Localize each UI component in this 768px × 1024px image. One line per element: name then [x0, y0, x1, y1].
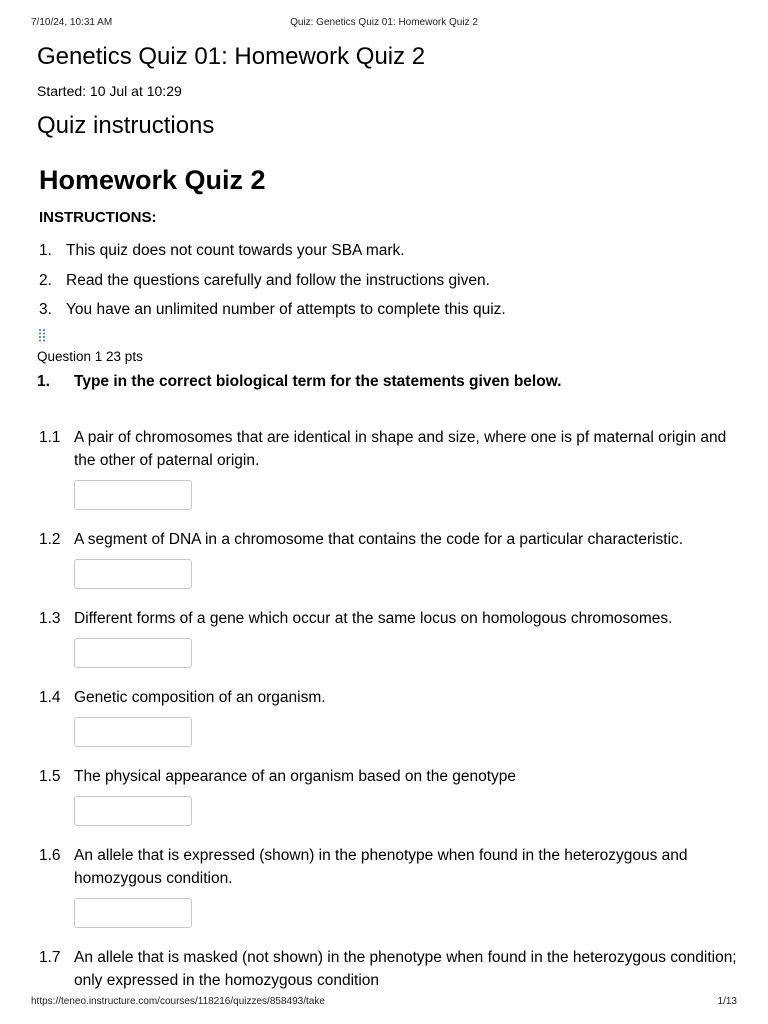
homework-title: Homework Quiz 2 [39, 165, 266, 195]
instruction-item [39, 272, 737, 290]
sub-question-text: Genetic composition of an organism. [74, 688, 326, 706]
print-page-title: Quiz: Genetics Quiz 01: Homework Quiz 2 [290, 17, 478, 28]
question-prompt [37, 372, 737, 392]
sub-question-text: The physical appearance of an organism based on the genotype [74, 767, 517, 785]
sub-question [37, 607, 737, 668]
print-header [31, 17, 737, 31]
sub-question [37, 686, 737, 747]
sub-question-list [37, 426, 737, 992]
question-number: 1. [37, 372, 50, 390]
sub-question-number: 1.2 [39, 530, 61, 548]
sub-question-text: An allele that is masked (not shown) in the phenotype when found in the heterozygous condition; only expressed in the homozygous condition [74, 948, 737, 989]
quiz-instructions-heading: Quiz instructions [37, 112, 215, 139]
drag-handle-icon[interactable] [38, 328, 48, 344]
sub-question-number: 1.1 [39, 428, 61, 446]
instruction-item [39, 242, 737, 260]
sub-question-text: Different forms of a gene which occur at the same locus on homologous chromosomes. [74, 609, 673, 627]
sub-question-number: 1.6 [39, 846, 61, 864]
print-url: https://teneo.instructure.com/courses/118216/quizzes/858493/take [31, 996, 325, 1007]
question-prompt-text: Type in the correct biological term for the statements given below. [74, 372, 562, 390]
print-page-number: 1/13 [717, 996, 737, 1007]
instruction-text: This quiz does not count towards your SBA mark. [66, 242, 405, 259]
sub-question-text: An allele that is expressed (shown) in the phenotype when found in the heterozygous and homozygous condition. [74, 846, 688, 887]
instruction-item [39, 301, 737, 319]
print-footer [31, 996, 737, 1010]
instruction-number: 3. [39, 301, 52, 318]
sub-question [37, 946, 737, 992]
answer-input-1-1[interactable] [74, 480, 192, 510]
instructions-label: INSTRUCTIONS: [39, 209, 157, 226]
sub-question [37, 528, 737, 589]
print-datetime: 7/10/24, 10:31 AM [31, 17, 113, 28]
instructions-list [39, 242, 737, 319]
answer-input-1-5[interactable] [74, 796, 192, 826]
sub-question [37, 426, 737, 510]
instruction-text: You have an unlimited number of attempts to complete this quiz. [66, 301, 506, 318]
sub-question-number: 1.4 [39, 688, 61, 706]
sub-question [37, 844, 737, 928]
question-meta: Question 1 23 pts [37, 348, 143, 364]
sub-question [37, 765, 737, 826]
sub-question-number: 1.7 [39, 948, 61, 966]
sub-question-number: 1.3 [39, 609, 61, 627]
quiz-content [37, 42, 737, 1010]
instruction-number: 2. [39, 271, 52, 289]
instruction-text: Read the questions carefully and follow the instructions given. [66, 271, 490, 289]
sub-question-text: A segment of DNA in a chromosome that contains the code for a particular characteristic. [74, 530, 684, 548]
sub-question-number: 1.5 [39, 767, 61, 785]
instruction-number: 1. [39, 242, 52, 259]
started-timestamp: Started: 10 Jul at 10:29 [37, 83, 182, 99]
page-title: Genetics Quiz 01: Homework Quiz 2 [37, 43, 426, 70]
answer-input-1-2[interactable] [74, 559, 192, 589]
answer-input-1-4[interactable] [74, 717, 192, 747]
answer-input-1-6[interactable] [74, 898, 192, 928]
answer-input-1-3[interactable] [74, 638, 192, 668]
sub-question-text: A pair of chromosomes that are identical in shape and size, where one is pf maternal origin and the other of paternal origin. [74, 428, 727, 469]
drag-handle-icon-svg [38, 328, 46, 342]
